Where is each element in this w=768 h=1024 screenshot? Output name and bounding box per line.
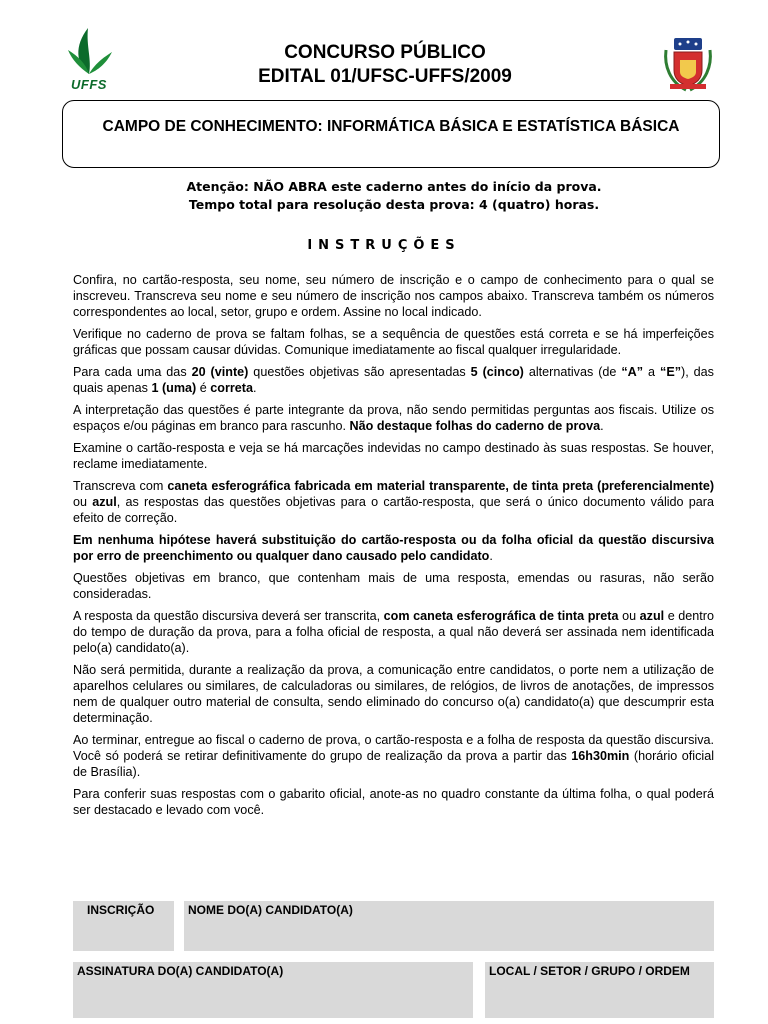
uffs-leaf-icon	[62, 26, 116, 76]
instruction-text: ou	[618, 609, 640, 623]
instruction-text: ou	[73, 495, 93, 509]
exam-edital: EDITAL 01/UFSC-UFFS/2009	[258, 66, 512, 87]
location-label: LOCAL / SETOR / GRUPO / ORDEM	[489, 964, 690, 978]
instruction-paragraph	[73, 478, 714, 526]
exam-title: CONCURSO PÚBLICO	[284, 42, 486, 63]
instruction-text: alternativas (de	[523, 365, 622, 379]
instruction-text: .	[600, 419, 604, 433]
instruction-paragraph	[73, 732, 714, 780]
instruction-paragraph	[73, 786, 714, 818]
knowledge-field-box: CAMPO DE CONHECIMENTO: INFORMÁTICA BÁSICA E ESTATÍSTICA BÁSICA	[62, 100, 720, 168]
instruction-text: ), das quais apenas	[73, 365, 714, 395]
instruction-text: Confira, no cartão-resposta, seu nome, seu número de inscrição e o campo de conhecimento para o qual se inscreveu. Transcreva seu nome e seu número de inscrição nos campos abaixo. Transcreva também os números correspondentes ao local, setor, grupo e ordem. Assine no local indicado.	[73, 273, 714, 319]
instruction-emphasis: Não destaque folhas do caderno de prova	[349, 419, 601, 433]
uffs-logo	[62, 26, 116, 92]
instruction-emphasis: 1 (uma)	[151, 381, 197, 395]
crest-icon	[660, 36, 716, 94]
instruction-text: é	[196, 381, 211, 395]
instruction-text: Não será permitida, durante a realização da prova, a comunicação entre candidatos, o porte nem a utilização de aparelhos celulares ou similares, de calculadoras ou similares, de relógios, de livros de anotações, de impressos nem de qualquer outro material de consulta, sendo eliminado do concurso o(a) candidato(a) que descumprir esta determinação.	[73, 663, 714, 725]
instruction-emphasis: 20 (vinte)	[191, 365, 249, 379]
instruction-paragraph	[73, 440, 714, 472]
instruction-paragraph	[73, 662, 714, 726]
instruction-text: Ao terminar, entregue ao fiscal o caderno de prova, o cartão-resposta e a folha de resposta da questão discursiva. Você só poderá se retirar definitivamente do grupo de realização da prova a partir das	[73, 733, 714, 763]
instruction-emphasis: com caneta esferográfica de tinta preta	[383, 609, 619, 623]
inscricao-label: INSCRIÇÃO	[87, 903, 155, 917]
instruction-paragraph	[73, 608, 714, 656]
candidate-name-field[interactable]	[184, 901, 714, 951]
instruction-text: Transcreva com	[73, 479, 168, 493]
instruction-emphasis: “E”	[660, 365, 682, 379]
instruction-text: Para conferir suas respostas com o gabarito oficial, anote-as no quadro constante da última folha, o qual poderá ser destacado e levado com você.	[73, 787, 714, 817]
instruction-text: .	[252, 381, 257, 395]
attention-line: Atenção: NÃO ABRA este caderno antes do início da prova.	[186, 179, 602, 194]
instruction-text: Verifique no caderno de prova se faltam folhas, se a sequência de questões está correta e se há imperfeições gráficas que possam causar dúvidas. Comunique imediatamente ao fiscal qualquer irregularidade.	[73, 327, 714, 357]
instruction-text: Examine o cartão-resposta e veja se há marcações indevidas no campo destinado às suas respostas. Se houver, reclame imediatamente.	[73, 441, 714, 471]
instruction-text: , as respostas das questões objetivas para o cartão-resposta, que será o único documento válido para efeito de correção.	[73, 495, 714, 525]
instruction-text: questões objetivas são apresentadas	[248, 365, 471, 379]
signature-field[interactable]	[73, 962, 473, 1018]
uffs-wordmark: UFFS	[71, 77, 107, 92]
instruction-text: (horário oficial de Brasília).	[73, 749, 714, 779]
instruction-paragraph	[73, 272, 714, 320]
instruction-paragraph	[73, 532, 714, 564]
time-line: Tempo total para resolução desta prova: 4 (quatro) horas.	[188, 197, 600, 212]
instruction-emphasis: Em nenhuma hipótese haverá substituição do cartão-resposta ou da folha oficial da questão discursiva por erro de preenchimento ou qualquer dano causado pelo candidato	[73, 533, 714, 563]
instruction-paragraph	[73, 364, 714, 396]
instruction-text: Questões objetivas em branco, que contenham mais de uma resposta, emendas ou rasuras, não serão consideradas.	[73, 571, 714, 601]
location-field[interactable]	[485, 962, 714, 1018]
ufsc-crest-logo	[660, 36, 716, 94]
instruction-text: e dentro do tempo de duração da prova, para a folha oficial de resposta, a qual não deverá ser assinada nem identificada pelo(a) candidato(a).	[73, 609, 715, 655]
instruction-emphasis: “A”	[621, 365, 644, 379]
instruction-emphasis: 16h30min	[571, 749, 630, 763]
instruction-emphasis: caneta esferográfica fabricada em material transparente, de tinta preta (preferencialmente)	[167, 479, 715, 493]
instruction-text: A interpretação das questões é parte integrante da prova, não sendo permitidas perguntas aos fiscais. Utilize os espaços e/ou páginas em branco para rascunho.	[73, 403, 714, 433]
instruction-emphasis: correta	[210, 381, 253, 395]
instruction-paragraph	[73, 326, 714, 358]
instruction-emphasis: 5 (cinco)	[470, 365, 524, 379]
instruction-text: a	[643, 365, 661, 379]
instruction-text: .	[489, 549, 493, 563]
signature-label: ASSINATURA DO(A) CANDIDATO(A)	[77, 964, 284, 978]
instructions-heading: INSTRUÇÕES	[307, 238, 461, 253]
instruction-text: A resposta da questão discursiva deverá ser transcrita,	[73, 609, 384, 623]
instructions-body	[73, 272, 714, 824]
instruction-text: Para cada uma das	[73, 365, 192, 379]
inscricao-field[interactable]	[73, 901, 174, 951]
instruction-paragraph	[73, 570, 714, 602]
instruction-emphasis: azul	[639, 609, 665, 623]
instruction-emphasis: azul	[92, 495, 117, 509]
instruction-paragraph	[73, 402, 714, 434]
candidate-name-label: NOME DO(A) CANDIDATO(A)	[188, 903, 353, 917]
